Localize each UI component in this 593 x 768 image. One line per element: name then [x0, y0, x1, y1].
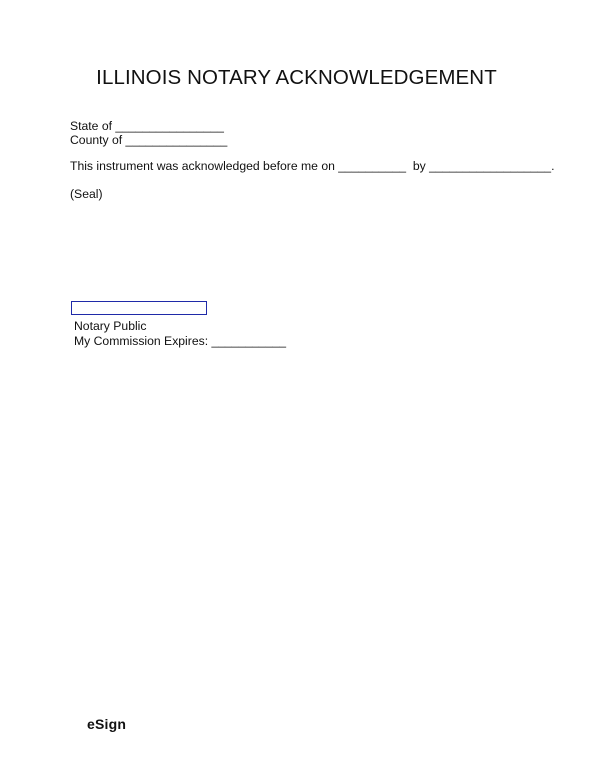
notary-signature-field[interactable]: [71, 301, 207, 315]
acknowledgement-statement: This instrument was acknowledged before me on __________ by __________________.: [70, 159, 555, 173]
state-line: State of ________________: [70, 119, 224, 133]
document-title: ILLINOIS NOTARY ACKNOWLEDGEMENT: [96, 66, 497, 89]
commission-expires-line: My Commission Expires: ___________: [74, 334, 287, 348]
esign-logo: eSign: [87, 716, 127, 732]
notary-public-label: Notary Public: [74, 319, 147, 333]
county-line: County of _______________: [70, 133, 228, 147]
seal-label: (Seal): [70, 187, 103, 201]
